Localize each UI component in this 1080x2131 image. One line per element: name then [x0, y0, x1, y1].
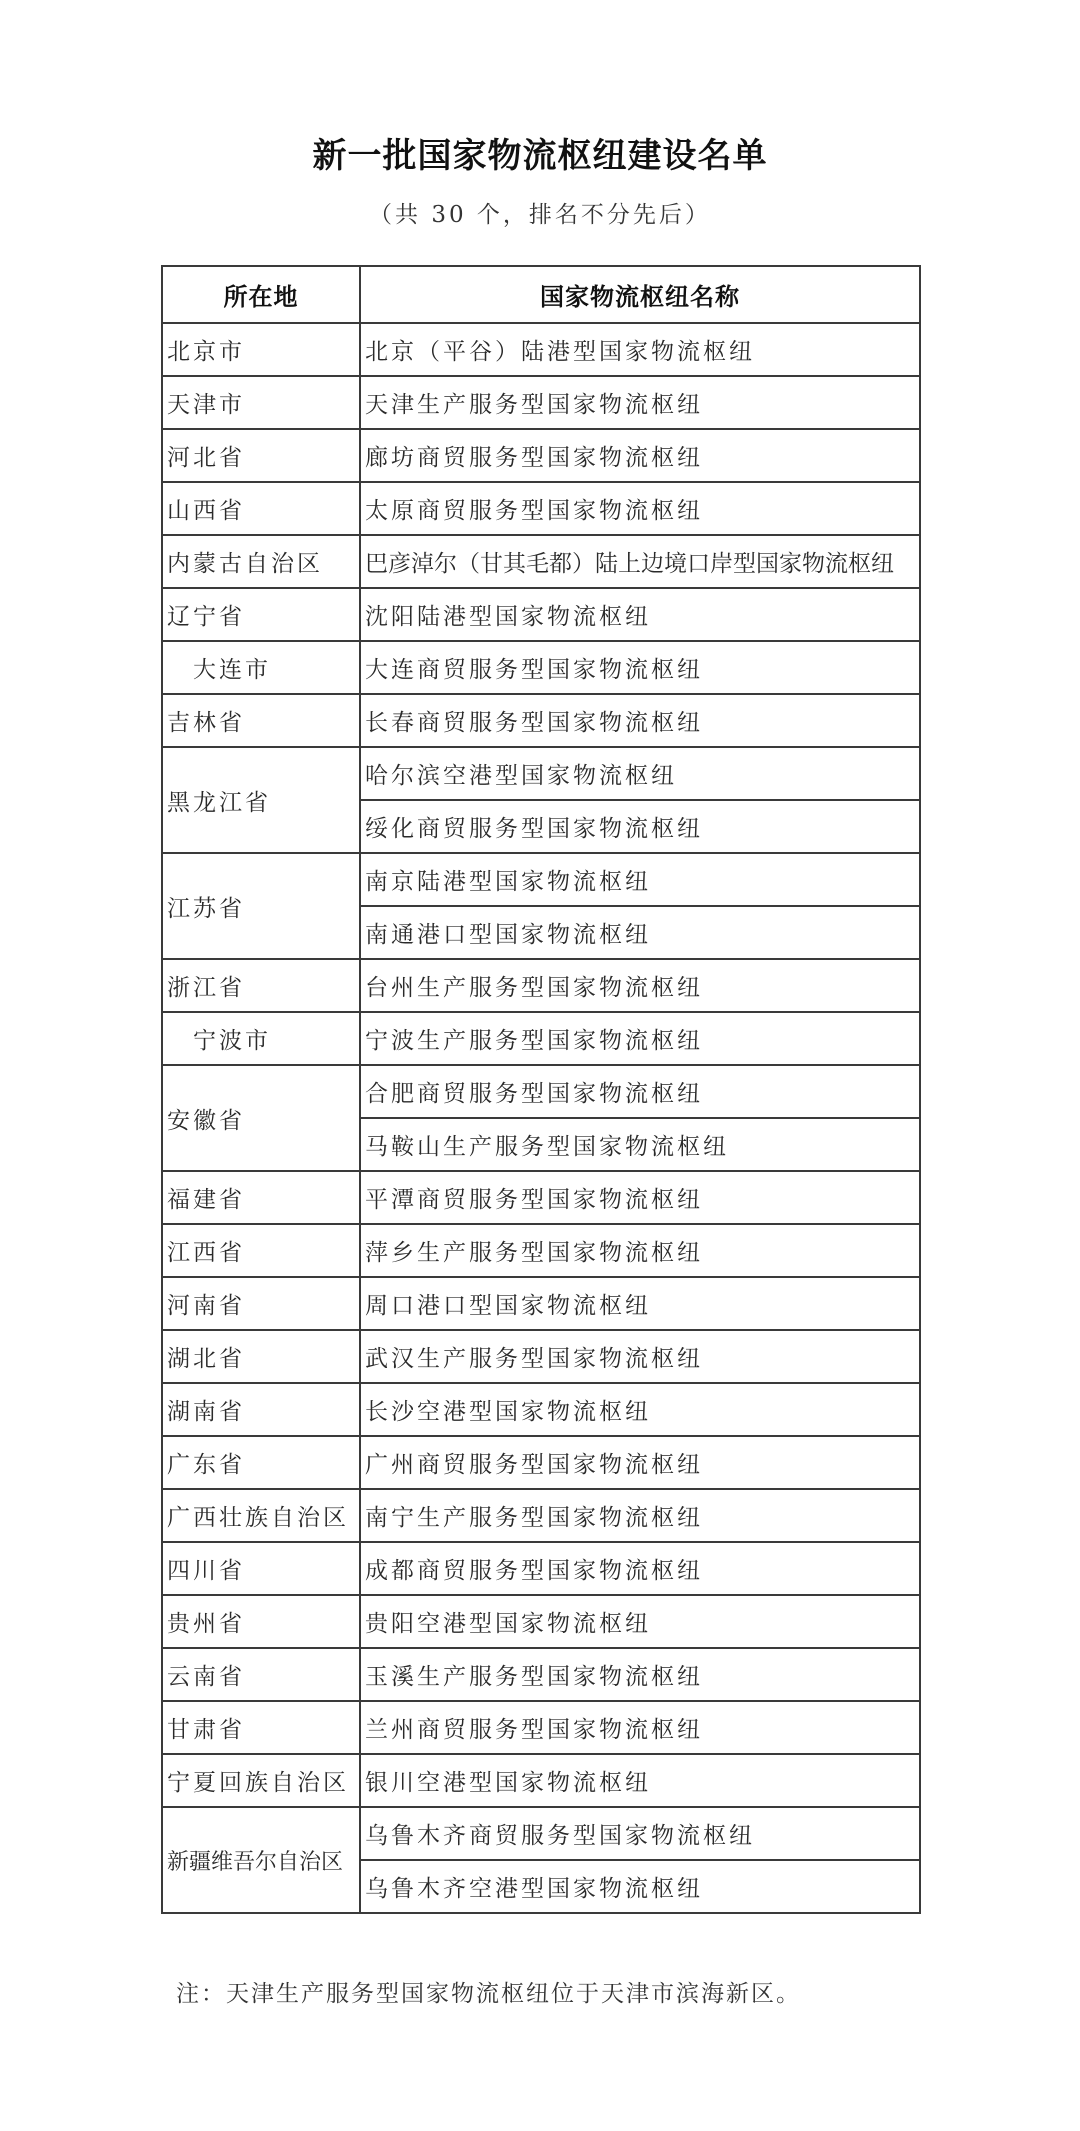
location-cell: 山西省 — [162, 482, 360, 535]
table-row — [162, 1171, 920, 1224]
location-cell: 湖北省 — [162, 1330, 360, 1383]
table-row — [162, 376, 920, 429]
table-row — [162, 1754, 920, 1807]
table-row — [162, 1065, 920, 1118]
location-cell: 辽宁省 — [162, 588, 360, 641]
hub-name-cell: 廊坊商贸服务型国家物流枢纽 — [360, 429, 920, 482]
hub-name-cell: 台州生产服务型国家物流枢纽 — [360, 959, 920, 1012]
location-cell: 广东省 — [162, 1436, 360, 1489]
hub-name-cell: 武汉生产服务型国家物流枢纽 — [360, 1330, 920, 1383]
hub-name-cell: 巴彦淖尔（甘其毛都）陆上边境口岸型国家物流枢纽 — [360, 535, 920, 588]
table-body — [162, 323, 920, 1913]
hub-name-cell: 宁波生产服务型国家物流枢纽 — [360, 1012, 920, 1065]
location-cell: 湖南省 — [162, 1383, 360, 1436]
hub-name-cell: 长春商贸服务型国家物流枢纽 — [360, 694, 920, 747]
hub-name-cell: 天津生产服务型国家物流枢纽 — [360, 376, 920, 429]
hub-name-cell: 周口港口型国家物流枢纽 — [360, 1277, 920, 1330]
hub-name-cell: 乌鲁木齐空港型国家物流枢纽 — [360, 1860, 920, 1913]
location-cell: 天津市 — [162, 376, 360, 429]
location-cell: 大连市 — [162, 641, 360, 694]
table-header-row — [162, 266, 920, 323]
hub-list-table — [161, 265, 921, 1914]
table-row — [162, 641, 920, 694]
hub-name-cell: 太原商贸服务型国家物流枢纽 — [360, 482, 920, 535]
location-cell: 浙江省 — [162, 959, 360, 1012]
header-hub-name: 国家物流枢纽名称 — [360, 266, 920, 323]
table-row — [162, 429, 920, 482]
hub-name-cell: 南宁生产服务型国家物流枢纽 — [360, 1489, 920, 1542]
location-cell: 宁波市 — [162, 1012, 360, 1065]
location-cell: 贵州省 — [162, 1595, 360, 1648]
hub-name-cell: 南通港口型国家物流枢纽 — [360, 906, 920, 959]
table-row — [162, 323, 920, 376]
location-cell: 宁夏回族自治区 — [162, 1754, 360, 1807]
hub-name-cell: 萍乡生产服务型国家物流枢纽 — [360, 1224, 920, 1277]
location-cell: 江西省 — [162, 1224, 360, 1277]
header-location: 所在地 — [162, 266, 360, 323]
location-cell: 安徽省 — [162, 1065, 360, 1171]
table-row — [162, 1595, 920, 1648]
location-cell: 广西壮族自治区 — [162, 1489, 360, 1542]
hub-name-cell: 马鞍山生产服务型国家物流枢纽 — [360, 1118, 920, 1171]
table-row — [162, 959, 920, 1012]
hub-name-cell: 广州商贸服务型国家物流枢纽 — [360, 1436, 920, 1489]
table-row — [162, 1383, 920, 1436]
hub-name-cell: 平潭商贸服务型国家物流枢纽 — [360, 1171, 920, 1224]
table-row — [162, 853, 920, 906]
location-cell: 甘肃省 — [162, 1701, 360, 1754]
hub-name-cell: 南京陆港型国家物流枢纽 — [360, 853, 920, 906]
table-row — [162, 1012, 920, 1065]
location-cell: 江苏省 — [162, 853, 360, 959]
location-cell: 新疆维吾尔自治区 — [162, 1807, 360, 1913]
location-cell: 内蒙古自治区 — [162, 535, 360, 588]
table-row — [162, 482, 920, 535]
table-row — [162, 1224, 920, 1277]
hub-name-cell: 北京（平谷）陆港型国家物流枢纽 — [360, 323, 920, 376]
location-cell: 四川省 — [162, 1542, 360, 1595]
table-row — [162, 588, 920, 641]
document-subtitle: （共 30 个，排名不分先后） — [369, 202, 711, 228]
table-row — [162, 1489, 920, 1542]
hub-name-cell: 沈阳陆港型国家物流枢纽 — [360, 588, 920, 641]
footnote: 注：天津生产服务型国家物流枢纽位于天津市滨海新区。 — [176, 1981, 801, 2007]
table-row — [162, 694, 920, 747]
hub-name-cell: 合肥商贸服务型国家物流枢纽 — [360, 1065, 920, 1118]
hub-name-cell: 贵阳空港型国家物流枢纽 — [360, 1595, 920, 1648]
table-row — [162, 535, 920, 588]
location-cell: 北京市 — [162, 323, 360, 376]
location-cell: 福建省 — [162, 1171, 360, 1224]
location-cell: 吉林省 — [162, 694, 360, 747]
hub-name-cell: 哈尔滨空港型国家物流枢纽 — [360, 747, 920, 800]
hub-name-cell: 大连商贸服务型国家物流枢纽 — [360, 641, 920, 694]
location-cell: 河南省 — [162, 1277, 360, 1330]
hub-name-cell: 乌鲁木齐商贸服务型国家物流枢纽 — [360, 1807, 920, 1860]
hub-name-cell: 长沙空港型国家物流枢纽 — [360, 1383, 920, 1436]
hub-name-cell: 兰州商贸服务型国家物流枢纽 — [360, 1701, 920, 1754]
hub-name-cell: 成都商贸服务型国家物流枢纽 — [360, 1542, 920, 1595]
table-row — [162, 1648, 920, 1701]
hub-name-cell: 绥化商贸服务型国家物流枢纽 — [360, 800, 920, 853]
hub-name-cell: 银川空港型国家物流枢纽 — [360, 1754, 920, 1807]
table-row — [162, 747, 920, 800]
table-row — [162, 1277, 920, 1330]
hub-name-cell: 玉溪生产服务型国家物流枢纽 — [360, 1648, 920, 1701]
table-row — [162, 1701, 920, 1754]
table-row — [162, 1542, 920, 1595]
document-title: 新一批国家物流枢纽建设名单 — [312, 136, 768, 176]
location-cell: 河北省 — [162, 429, 360, 482]
table-row — [162, 1436, 920, 1489]
location-cell: 黑龙江省 — [162, 747, 360, 853]
table-row — [162, 1807, 920, 1860]
table-row — [162, 1330, 920, 1383]
location-cell: 云南省 — [162, 1648, 360, 1701]
